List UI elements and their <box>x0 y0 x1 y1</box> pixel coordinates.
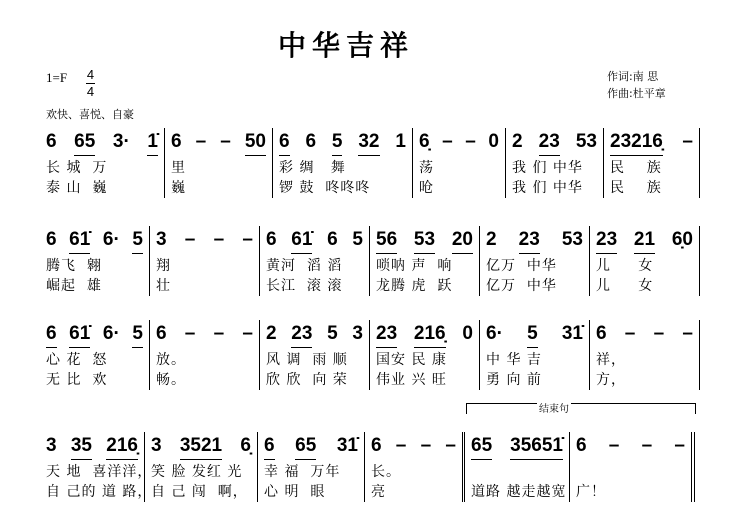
note: – <box>445 435 456 456</box>
measure <box>258 432 365 502</box>
measure-notes <box>512 128 597 158</box>
measure-notes <box>266 226 363 256</box>
measure <box>370 320 480 390</box>
lyric-verse-1: 我 们 中华 <box>512 160 583 176</box>
note: 6̣0 <box>671 229 693 250</box>
note: – <box>608 435 620 456</box>
ending-label: 结束句 <box>537 400 571 415</box>
note: 53 <box>575 131 597 152</box>
time-signature <box>86 68 95 99</box>
lyric-verse-2: 崛起 雄 <box>46 278 102 294</box>
note: 216̣ <box>414 323 446 348</box>
note: 6 <box>264 435 275 460</box>
lyric-verse-1: 唢呐 声 响 <box>376 258 453 274</box>
lyric-verse-1 <box>471 462 563 482</box>
measure <box>590 226 700 296</box>
lyric-verse-1: 幸 福 万年 <box>264 464 341 480</box>
note: 53 <box>561 229 583 250</box>
note: 61̇ <box>69 323 90 348</box>
measure <box>370 226 480 296</box>
measure <box>260 226 370 296</box>
measure-notes <box>46 432 138 462</box>
lyric-verse-1: 民 族 <box>610 160 662 176</box>
lyric-verse-1: 国安 民 康 <box>376 352 447 368</box>
measure-notes <box>264 432 358 462</box>
lyric-verse-2: 广！ <box>576 484 606 500</box>
lyric-verse-2: 龙腾 虎 跃 <box>376 278 453 294</box>
note: 6 <box>46 229 57 250</box>
lyric-verse-2: 伟业 兴 旺 <box>376 372 447 388</box>
measure-notes <box>171 128 266 158</box>
note: 23 <box>539 131 560 156</box>
lyric-verse-1: 长。 <box>371 464 401 480</box>
measure-notes <box>156 320 253 350</box>
note: – <box>184 323 196 344</box>
note: – <box>220 131 231 152</box>
note: 6· <box>102 229 120 250</box>
note: 6̣ <box>240 435 251 456</box>
note: 23216̣ <box>610 131 663 156</box>
note: – <box>682 131 693 152</box>
note: 6 <box>266 229 277 250</box>
measure <box>465 432 570 502</box>
lyric-verse-2: 勇 向 前 <box>486 372 542 388</box>
note: 32 <box>358 131 379 156</box>
lyric-verse-2: 自 己 闯 啊， <box>151 484 248 500</box>
lyric-verse-2: 儿 女 <box>596 278 654 294</box>
measure-notes <box>46 226 143 256</box>
note: 3 <box>156 229 167 250</box>
note: 6· <box>102 323 120 344</box>
measure <box>413 128 506 198</box>
note: 3 <box>352 323 363 344</box>
measure <box>480 226 590 296</box>
note: 35 <box>71 435 92 460</box>
note: – <box>184 229 196 250</box>
note: – <box>624 323 636 344</box>
note: 65 <box>471 435 492 460</box>
note: 6 <box>371 435 382 456</box>
note: 61̇ <box>69 229 90 254</box>
note: 50 <box>245 131 266 156</box>
measure <box>506 128 604 198</box>
lyric-verse-1: 黄河 滔 滔 <box>266 258 343 274</box>
time-bottom: 4 <box>86 84 95 99</box>
lyric-verse-1: 里 <box>171 160 186 176</box>
lyric-verse-1: 荡 <box>419 160 434 176</box>
note: 5 <box>132 323 143 348</box>
lyric-verse-2: 壮 <box>156 278 171 294</box>
measure <box>40 320 150 390</box>
note: 5 <box>327 323 338 344</box>
lyric-verse-1: 长 城 万 <box>46 160 108 176</box>
measure-notes <box>279 128 406 158</box>
note: 3· <box>112 131 130 152</box>
note: – <box>213 323 225 344</box>
measure-notes <box>151 432 251 462</box>
note: – <box>653 323 665 344</box>
lyric-verse-2: 我 们 中华 <box>512 180 583 196</box>
lyric-verse-1: 风 调 雨 顺 <box>266 352 348 368</box>
lyric-verse-2: 方， <box>596 372 626 388</box>
note: 56 <box>376 229 397 254</box>
note: – <box>395 435 407 456</box>
note: 3521 <box>180 435 222 460</box>
lyric-verse-2: 巍 <box>171 180 186 196</box>
lyric-verse-1: 祥， <box>596 352 626 368</box>
note: 65 <box>74 131 95 156</box>
note: 1̇ <box>147 131 158 156</box>
score-row-4 <box>40 432 705 502</box>
measure-notes <box>596 226 693 256</box>
note: 3 <box>46 435 57 456</box>
lyric-verse-2: 亿万 中华 <box>486 278 557 294</box>
measure-notes <box>419 128 499 158</box>
note: 6 <box>305 131 317 152</box>
note: 6 <box>596 323 607 344</box>
lyric-verse-1: 翔 <box>156 258 171 274</box>
note: 0 <box>488 131 499 152</box>
note: 6· <box>486 323 503 344</box>
measure-notes <box>596 320 693 350</box>
measure-notes <box>610 128 693 158</box>
measure <box>145 432 258 502</box>
lyric-verse-1: 儿 女 <box>596 258 654 274</box>
note: 5 <box>352 229 363 250</box>
lyric-verse-2: 亮 <box>371 484 386 500</box>
measure-notes <box>371 432 456 462</box>
measure <box>604 128 700 198</box>
note: 31̇ <box>336 435 358 456</box>
measure <box>150 226 260 296</box>
measure <box>590 320 700 390</box>
lyric-verse-2: 锣 鼓 咚咚咚 <box>279 180 371 196</box>
note: 6 <box>279 131 290 156</box>
lyric-verse-1: 彩 绸 舞 <box>279 160 346 176</box>
lyric-verse-2: 民 族 <box>610 180 662 196</box>
measure <box>260 320 370 390</box>
note: 0 <box>462 323 473 344</box>
lyric-verse-1: 天 地 喜洋洋， <box>46 464 153 480</box>
key-signature: 1=F <box>46 70 68 85</box>
note: 61̇ <box>291 229 312 254</box>
measure <box>365 432 465 502</box>
note: – <box>195 131 207 152</box>
note: – <box>213 229 225 250</box>
lyric-verse-2: 道路 越走越宽 <box>471 484 567 500</box>
lyric-verse-1 <box>576 462 685 482</box>
note: 6 <box>46 131 57 152</box>
lyricist-credit: 作词:南 思 <box>607 70 659 83</box>
measure <box>40 226 150 296</box>
note: 53 <box>414 229 435 254</box>
lyric-verse-2: 欣 欣 向 荣 <box>266 372 348 388</box>
note: 6 <box>46 323 57 348</box>
note: 6̣ <box>419 131 430 152</box>
lyric-verse-2: 畅。 <box>156 372 186 388</box>
note: 2 <box>486 229 497 250</box>
lyric-verse-1: 中 华 吉 <box>486 352 542 368</box>
note: – <box>682 323 693 344</box>
note: 6 <box>171 131 182 152</box>
measure-notes <box>156 226 253 256</box>
lyric-verse-1: 心 花 怒 <box>46 352 108 368</box>
note: 35651̇ <box>510 435 563 460</box>
score-row-1 <box>40 128 705 198</box>
measure-notes <box>376 320 473 350</box>
note: – <box>420 435 432 456</box>
measure-notes <box>46 320 143 350</box>
note: 2 <box>512 131 523 152</box>
measure <box>165 128 273 198</box>
note: – <box>242 323 253 344</box>
lyric-verse-2: 泰 山 巍 <box>46 180 108 196</box>
score-row-3 <box>40 320 705 390</box>
note: 21 <box>634 229 655 254</box>
composer-credit: 作曲:杜平章 <box>607 87 666 100</box>
measure-notes <box>576 432 685 462</box>
note: – <box>674 435 685 456</box>
lyric-verse-2: 长江 滚 滚 <box>266 278 343 294</box>
note: 5 <box>332 131 343 156</box>
lyric-verse-1: 笑 脸 发红 光 <box>151 464 243 480</box>
note: – <box>442 131 453 152</box>
measure-notes <box>486 226 583 256</box>
measure <box>40 432 153 502</box>
note: – <box>465 131 476 152</box>
lyric-verse-2: 呛 <box>419 180 434 196</box>
lyric-verse-1: 腾飞 翱 <box>46 258 102 274</box>
ending-bracket <box>466 403 696 414</box>
note: 2 <box>266 323 277 344</box>
note: 1 <box>395 131 406 152</box>
note: – <box>641 435 653 456</box>
note: 5 <box>527 323 538 348</box>
note: 23 <box>291 323 312 348</box>
measure <box>150 320 260 390</box>
note: 6 <box>156 323 167 344</box>
note: 3 <box>151 435 162 456</box>
note: – <box>242 229 253 250</box>
note: 6 <box>576 435 587 456</box>
lyric-verse-1: 亿万 中华 <box>486 258 557 274</box>
time-top: 4 <box>86 67 95 82</box>
note: 31̇ <box>561 323 583 344</box>
measure <box>273 128 413 198</box>
measure-notes <box>46 128 158 158</box>
measure-notes <box>266 320 363 350</box>
measure-notes <box>376 226 473 256</box>
note: 216̣ <box>106 435 138 460</box>
lyric-verse-2: 心 明 眼 <box>264 484 326 500</box>
lyric-verse-1: 放。 <box>156 352 186 368</box>
measure <box>480 320 590 390</box>
note: 20 <box>452 229 473 254</box>
measure <box>570 432 695 502</box>
note: 5 <box>132 229 143 254</box>
note: 23 <box>376 323 397 348</box>
score-row-2 <box>40 226 705 296</box>
lyric-verse-2: 自 己的 道 路， <box>46 484 153 500</box>
measure-notes <box>486 320 583 350</box>
note: 6 <box>327 229 338 250</box>
lyric-verse-2: 无 比 欢 <box>46 372 108 388</box>
measure-notes <box>471 432 563 462</box>
note: 23 <box>519 229 540 254</box>
tempo-marking: 欢快、喜悦、自豪 <box>46 108 134 121</box>
note: 23 <box>596 229 617 254</box>
measure <box>40 128 165 198</box>
note: 65 <box>295 435 316 460</box>
song-title: 中华吉祥 <box>278 29 415 62</box>
